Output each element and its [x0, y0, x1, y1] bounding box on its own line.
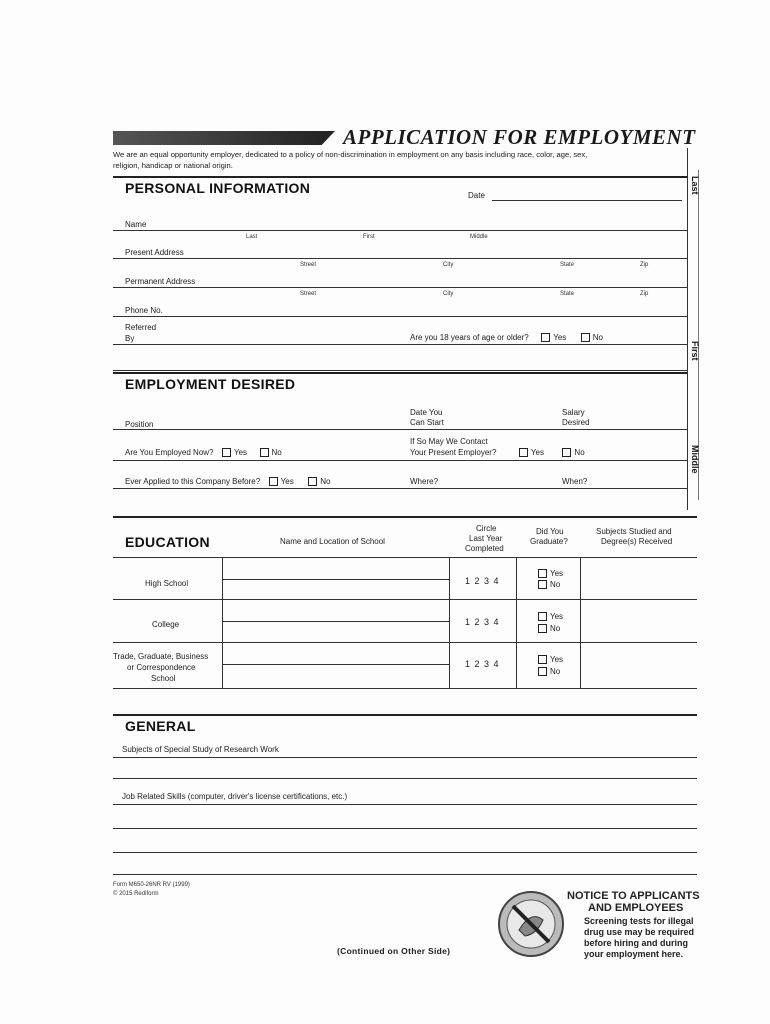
- employed-yes-label: Yes: [233, 448, 248, 457]
- graduated-no-option: No: [538, 580, 560, 589]
- notice-line-2: drug use may be required: [584, 927, 695, 937]
- date-start-label-1: Date You: [410, 408, 443, 417]
- education-row-label: Trade, Graduate, Business: [113, 652, 209, 661]
- side-label-middle: Middle: [690, 445, 700, 474]
- phone-field[interactable]: [113, 316, 687, 317]
- personal-bottom-rule: [113, 370, 687, 371]
- referred-label-1: Referred: [125, 323, 157, 332]
- job-skills-field[interactable]: [113, 804, 697, 805]
- section-heading-employment: EMPLOYMENT DESIRED: [125, 376, 296, 392]
- date-label: Date: [468, 191, 485, 200]
- age-no-label: No: [592, 333, 603, 342]
- school-name-line[interactable]: [222, 664, 449, 665]
- graduated-no-checkbox[interactable]: [538, 624, 547, 633]
- side-label-first: First: [690, 341, 700, 361]
- present-address-field[interactable]: [113, 258, 687, 259]
- name-field[interactable]: [113, 230, 687, 231]
- employed-now-label: Are You Employed Now?: [125, 448, 214, 457]
- age-no-checkbox[interactable]: [581, 333, 590, 342]
- notice-title-2: AND EMPLOYEES: [588, 902, 684, 914]
- present-street-caption: Street: [300, 262, 317, 268]
- section-heading-personal: PERSONAL INFORMATION: [125, 180, 311, 196]
- col-header-subjects-1: Subjects Studied and: [596, 527, 672, 536]
- age-question: [410, 333, 603, 342]
- permanent-city-caption: City: [443, 291, 454, 297]
- applied-no-label: No: [320, 477, 331, 486]
- section-heading-education: EDUCATION: [125, 534, 210, 550]
- permanent-zip-caption: Zip: [640, 291, 649, 297]
- applied-before-label: Ever Applied to this Company Before?: [125, 477, 261, 486]
- name-first-caption: First: [363, 234, 375, 240]
- form-number: Form M650-26NR RV (1999): [113, 882, 190, 888]
- position-label: Position: [125, 420, 154, 429]
- employed-no-label: No: [271, 448, 282, 457]
- section-rule: [113, 714, 697, 716]
- contact-yes-label: Yes: [530, 448, 544, 457]
- education-row-label: School: [151, 674, 176, 683]
- permanent-state-caption: State: [560, 291, 575, 297]
- graduated-yes-checkbox[interactable]: [538, 612, 547, 621]
- no-drugs-seal-icon: [497, 890, 565, 958]
- section-rule: [113, 372, 687, 374]
- salary-label-1: Salary: [562, 408, 585, 417]
- side-label-last: Last: [690, 176, 700, 195]
- education-row-years[interactable]: 1 2 3 4: [465, 576, 500, 586]
- school-name-line[interactable]: [222, 621, 449, 622]
- when-label: When?: [562, 477, 588, 486]
- education-row-label: High School: [145, 579, 189, 588]
- referred-field[interactable]: [113, 344, 687, 345]
- education-col-line: [580, 557, 581, 688]
- permanent-address-label: Permanent Address: [125, 277, 196, 286]
- name-label: Name: [125, 220, 147, 229]
- special-study-label: Subjects of Special Study of Research Work: [122, 745, 279, 754]
- col-header-school: Name and Location of School: [280, 537, 385, 546]
- age-yes-checkbox[interactable]: [541, 333, 550, 342]
- col-header-circle-2: Last Year: [469, 534, 503, 543]
- education-header-rule: [113, 557, 697, 558]
- education-row-years[interactable]: 1 2 3 4: [465, 659, 500, 669]
- employed-yes-checkbox[interactable]: [222, 448, 231, 457]
- contact-no-label: No: [574, 448, 585, 457]
- eeo-statement-line2: religion, handicap or national origin.: [113, 161, 233, 170]
- graduated-yes-option: Yes: [538, 612, 563, 621]
- employed-row-rule: [113, 460, 687, 461]
- contact-yes-checkbox[interactable]: [519, 448, 528, 457]
- contact-no-checkbox[interactable]: [562, 448, 571, 457]
- header-bar: [113, 131, 335, 145]
- copyright: © 2015 Rediform: [113, 891, 159, 897]
- section-rule: [113, 176, 687, 178]
- applied-no-checkbox[interactable]: [308, 477, 317, 486]
- applied-yes-label: Yes: [280, 477, 294, 486]
- graduated-yes-option: Yes: [538, 569, 563, 578]
- position-field[interactable]: [113, 429, 687, 430]
- applied-before-field[interactable]: [113, 488, 687, 489]
- job-skills-field-2[interactable]: [113, 828, 697, 829]
- right-margin-line: [687, 148, 688, 510]
- notice-line-3: before hiring and during: [584, 938, 688, 948]
- permanent-street-caption: Street: [300, 291, 317, 297]
- present-state-caption: State: [560, 262, 575, 268]
- graduated-yes-checkbox[interactable]: [538, 569, 547, 578]
- education-row-rule: [113, 599, 697, 600]
- education-row-rule: [113, 642, 697, 643]
- employed-no-checkbox[interactable]: [260, 448, 269, 457]
- graduated-no-option: No: [538, 667, 560, 676]
- education-col-line: [222, 557, 223, 688]
- notice-title-1: NOTICE TO APPLICANTS: [567, 890, 700, 902]
- permanent-address-field[interactable]: [113, 287, 687, 288]
- education-bottom-rule: [113, 688, 697, 689]
- present-address-label: Present Address: [125, 248, 184, 257]
- contact-label-1: If So May We Contact: [410, 437, 488, 446]
- age-yes-label: Yes: [553, 333, 567, 342]
- contact-label-2: Your Present Employer?: [410, 448, 497, 457]
- job-skills-label: Job Related Skills (computer, driver's license certifications, etc.): [122, 792, 348, 801]
- education-row-years[interactable]: 1 2 3 4: [465, 617, 500, 627]
- eeo-statement-line1: We are an equal opportunity employer, dedicated to a policy of non-discrimination in employment on any basis including race, color, age, sex,: [113, 150, 588, 159]
- section-rule: [113, 516, 697, 518]
- job-skills-field-4[interactable]: [113, 874, 697, 875]
- date-field[interactable]: [492, 200, 682, 201]
- education-col-line: [516, 557, 517, 688]
- referred-label-2: By: [125, 334, 135, 343]
- name-last-caption: Last: [246, 234, 258, 240]
- graduated-no-option: No: [538, 624, 560, 633]
- col-header-circle-1: Circle: [476, 524, 497, 533]
- special-study-field[interactable]: [113, 757, 697, 758]
- employed-now-question: [125, 448, 282, 457]
- section-heading-general: GENERAL: [125, 718, 196, 734]
- col-header-grad-2: Graduate?: [530, 537, 568, 546]
- phone-label: Phone No.: [125, 306, 163, 315]
- graduated-no-checkbox[interactable]: [538, 667, 547, 676]
- applied-yes-checkbox[interactable]: [269, 477, 278, 486]
- date-start-label-2: Can Start: [410, 418, 444, 427]
- where-label: Where?: [410, 477, 439, 486]
- salary-label-2: Desired: [562, 418, 590, 427]
- job-skills-field-3[interactable]: [113, 852, 697, 853]
- applied-before-question: [125, 477, 330, 486]
- col-header-grad-1: Did You: [536, 527, 564, 536]
- notice-line-4: your employment here.: [584, 949, 684, 959]
- education-row-label: College: [152, 620, 180, 629]
- form-title: APPLICATION FOR EMPLOYMENT: [343, 125, 696, 149]
- col-header-circle-3: Completed: [465, 544, 504, 553]
- age-question-label: Are you 18 years of age or older?: [410, 333, 529, 342]
- present-city-caption: City: [443, 262, 454, 268]
- special-study-field-2[interactable]: [113, 778, 697, 779]
- graduated-yes-checkbox[interactable]: [538, 655, 547, 664]
- col-header-subjects-2: Degree(s) Received: [601, 537, 673, 546]
- contact-question: [410, 448, 585, 457]
- name-middle-caption: Middle: [470, 234, 488, 240]
- present-zip-caption: Zip: [640, 262, 649, 268]
- graduated-yes-option: Yes: [538, 655, 563, 664]
- notice-line-1: Screening tests for illegal: [584, 916, 694, 926]
- school-name-line[interactable]: [222, 579, 449, 580]
- graduated-no-checkbox[interactable]: [538, 580, 547, 589]
- education-col-line: [449, 557, 450, 688]
- education-row-label: or Correspondence: [127, 663, 196, 672]
- continued-note: (Continued on Other Side): [337, 946, 451, 956]
